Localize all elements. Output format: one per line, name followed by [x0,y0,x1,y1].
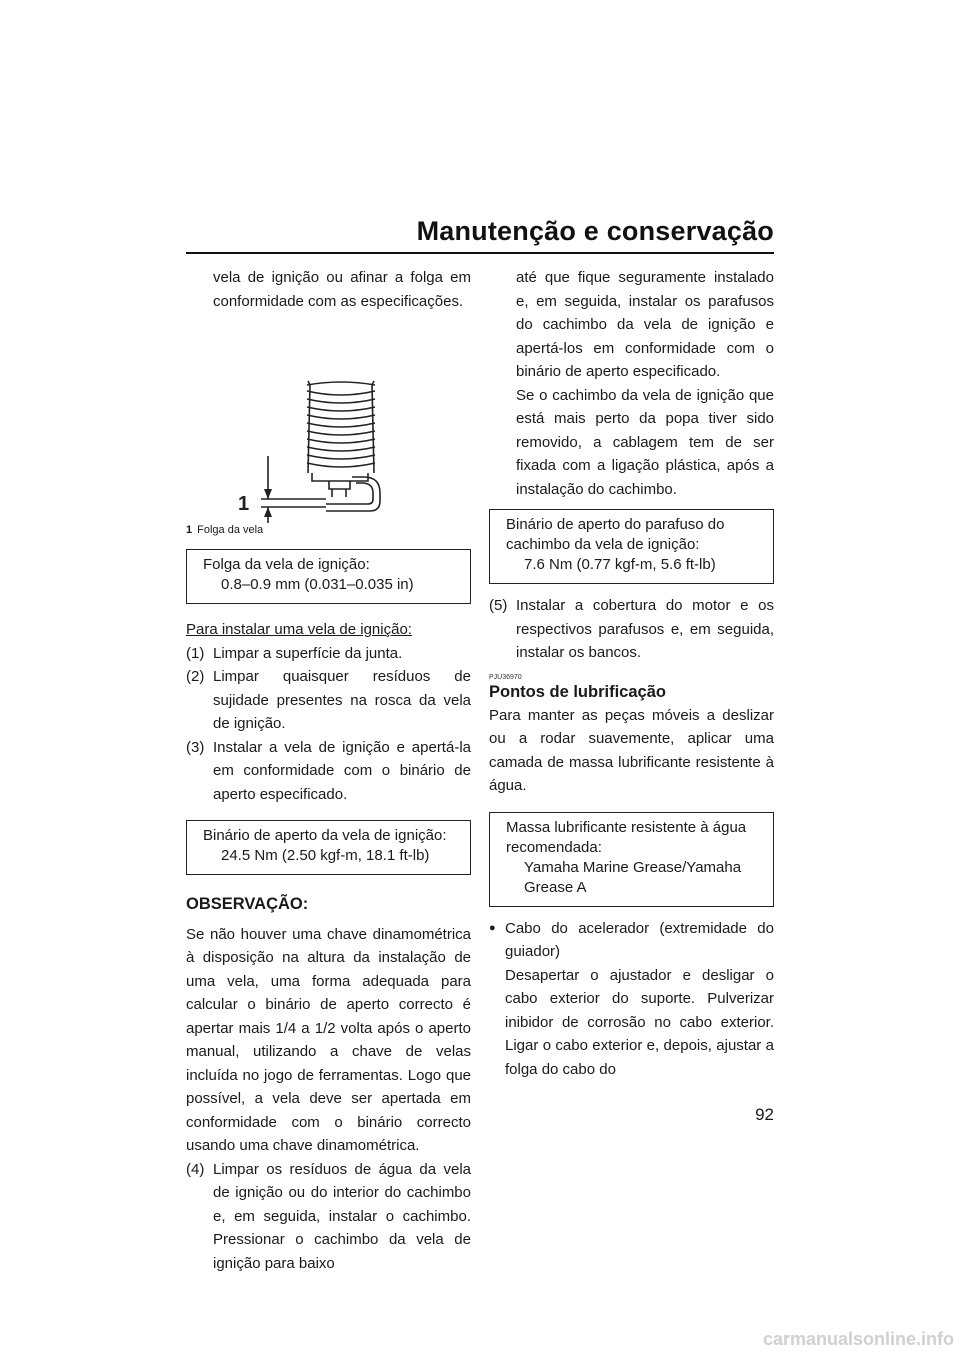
section-title: Pontos de lubrificação [489,682,666,701]
grease-spec-value: Yamaha Marine Grease/Yamaha Grease A [524,858,742,896]
step-3-text: Instalar a vela de ignição e apertá-la em conformidade com o binário de aperto especificado. [213,738,471,803]
lubrication-point-item [489,917,774,1082]
note-text: Se não houver uma chave dinamométrica à disposição na altura da instalação de uma vela, uma forma adequada para calcular o binário de aperto correcto é apertar mais 1/4 a 1/2 volta após o aperto manual, utilizando a chave de velas incluída no jogo de ferramentas. Logo que possível, a vela deve ser apertada em conformidade com o binário correcto usando uma chave dinamométrica. [186,925,471,1154]
grease-spec-label: Massa lubrificante resistente à água recomendada: [506,818,747,856]
step-3 [186,736,471,807]
header-rule [186,252,774,254]
right-column [489,266,774,1081]
bullet-marker: ● [489,921,496,934]
figure-callout-1: 1 [238,493,250,515]
lubrication-point-text: Desapertar o ajustador e desligar o cabo exterior do suporte. Pulverizar inibidor de corrosão no cabo exterior. Ligar o cabo exterior e, depois, ajustar a folga do cabo do [505,966,774,1078]
plug-torque-label: Binário de aperto da vela de ignição: [203,827,447,844]
step-4-continued-note: Se o cachimbo da vela de ignição que está mais perto da popa tiver sido removido, a cablagem tem de ser fixada com a ligação plástica, após a instalação do cachimbo. [516,386,774,498]
cap-torque-box [489,509,774,584]
spark-plug-gap-illustration [186,313,471,523]
step-5 [489,594,774,665]
gap-spec-label: Folga da vela de ignição: [203,556,370,573]
step-3-number: (3) [186,738,205,756]
step-2-number: (2) [186,668,205,685]
step-5-text: Instalar a cobertura do motor e os respectivos parafusos e, em seguida, instalar os bancos. [516,597,774,661]
gap-spec-box [186,549,471,604]
section-code: PJU36970 [489,673,522,681]
step-4-text: Limpar os resíduos de água da vela de ignição ou do interior do cachimbo e, em seguida, instalar o cachimbo. Pressionar o cachimbo da vela de ignição para baixo [213,1160,471,1272]
figure-caption [186,523,471,537]
cap-torque-label: Binário de aperto do parafuso do cachimbo da vela de ignição: [506,516,725,553]
section-intro: Para manter as peças móveis a deslizar ou a rodar suavemente, aplicar uma camada de massa lubrificante resistente à água. [489,706,774,794]
step-4-continued: até que fique seguramente instalado e, em seguida, instalar os parafusos do cachimbo da vela de ignição e apertá-los em conformidade com o binário de aperto especificado. [516,269,774,380]
step-2 [186,665,471,736]
left-column [186,266,471,1275]
page-number: 92 [755,1105,774,1124]
grease-spec-box [489,812,774,907]
spark-plug-figure [186,313,471,523]
figure-caption-number: 1 [186,524,193,536]
lubrication-point-title: Cabo do acelerador (extremidade do guiador) [505,919,774,960]
watermark: carmanualsonline.info [762,1329,954,1349]
step-1-text: Limpar a superfície da junta. [213,644,403,662]
step-1-number: (1) [186,644,205,662]
step-4 [186,1158,471,1276]
plug-torque-value: 24.5 Nm (2.50 kgf-m, 18.1 ft-lb) [221,847,430,864]
install-heading: Para instalar uma vela de ignição: [186,621,412,638]
figure-caption-text: Folga da vela [197,524,264,536]
step-5-number: (5) [489,597,508,614]
step-2-text: Limpar quaisquer resíduos de sujidade presentes na rosca da vela de ignição. [213,668,471,732]
note-heading: OBSERVAÇÃO: [186,895,309,913]
page-header-title: Manutenção e conservação [416,216,774,246]
step-4-number: (4) [186,1160,205,1178]
plug-torque-box [186,820,471,875]
cap-torque-value: 7.6 Nm (0.77 kgf-m, 5.6 ft-lb) [524,556,716,573]
gap-spec-value: 0.8–0.9 mm (0.031–0.035 in) [221,576,414,593]
step-1 [186,642,471,666]
intro-text: vela de ignição ou afinar a folga em conformidade com as especificações. [213,269,471,310]
